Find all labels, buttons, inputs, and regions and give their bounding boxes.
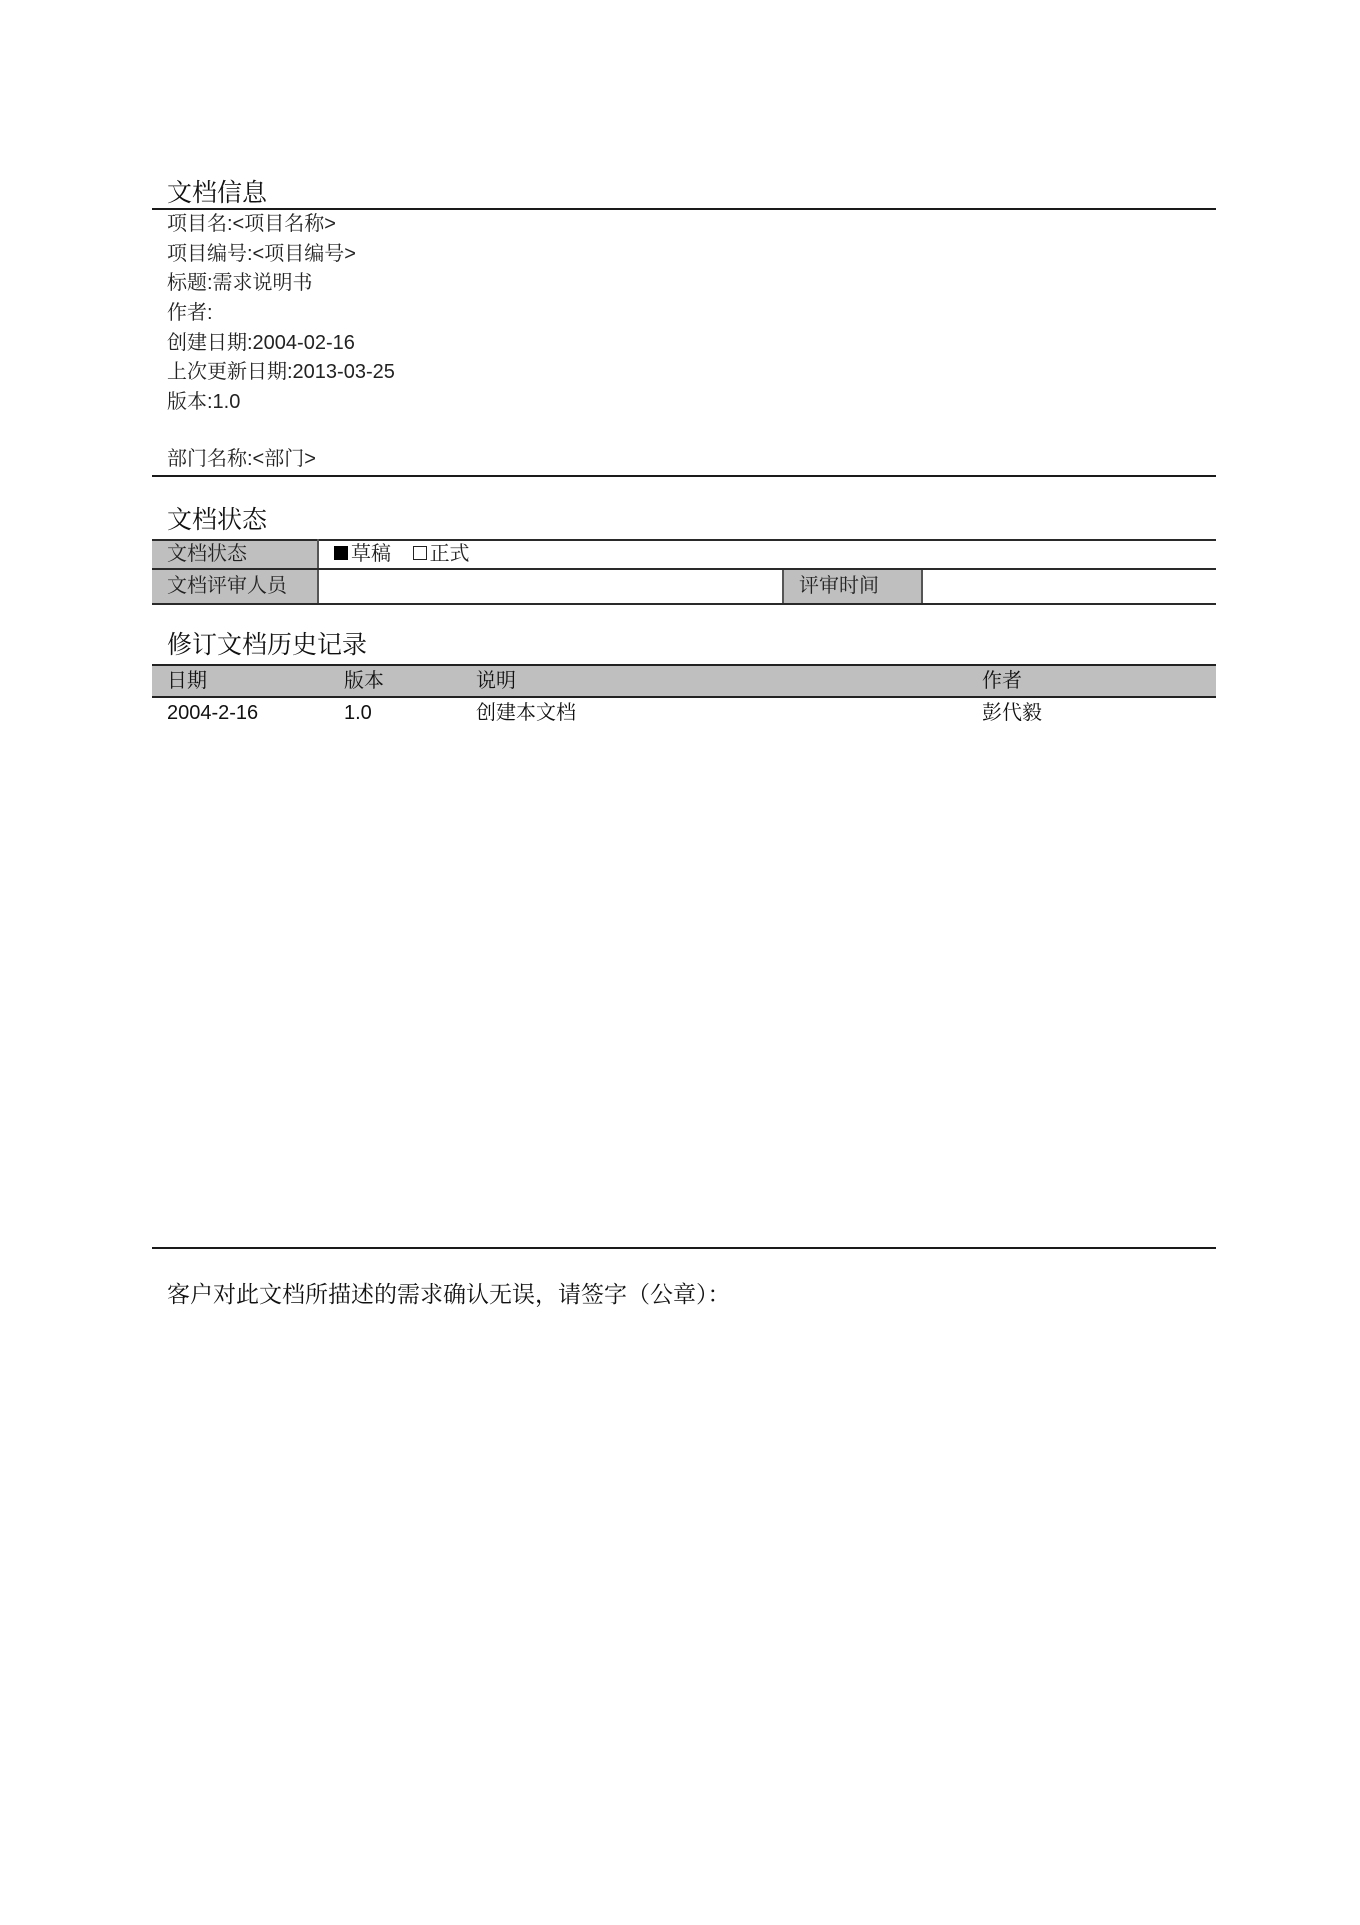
title-field: 标题:需求说明书: [167, 272, 313, 294]
project-name-field: 项目名:<项目名称>: [167, 213, 336, 235]
reviewer-row: [152, 569, 1216, 604]
revision-history-title: 修订文档历史记录: [167, 631, 368, 659]
document-info-title: 文档信息: [167, 179, 268, 207]
document-status-title: 文档状态: [167, 506, 268, 534]
row-version: 1.0: [344, 702, 372, 724]
status-option-draft[interactable]: [334, 543, 397, 565]
signature-rule: [152, 1247, 1216, 1249]
review-time-value[interactable]: [922, 569, 1216, 604]
column-header-date: 日期: [167, 670, 207, 692]
column-header-author: 作者: [982, 670, 1022, 692]
checked-box-icon[interactable]: [334, 546, 348, 560]
row-description: 创建本文档: [476, 702, 576, 724]
unchecked-box-icon[interactable]: [413, 546, 427, 560]
reviewer-label: 文档评审人员: [152, 569, 318, 604]
created-date-field: 创建日期:2004-02-16: [167, 332, 355, 354]
draft-label: 草稿: [351, 543, 391, 565]
status-options: [318, 540, 1216, 569]
department-rule: [152, 475, 1216, 477]
document-info-rule: [152, 208, 1216, 210]
revision-history-table: [152, 664, 1216, 728]
project-number-field: 项目编号:<项目编号>: [167, 243, 356, 265]
status-row: [152, 540, 1216, 569]
table-row: [152, 698, 1216, 728]
revision-history-header: [152, 664, 1216, 698]
review-time-label: 评审时间: [783, 569, 922, 604]
row-author: 彭代毅: [982, 702, 1042, 724]
reviewer-value[interactable]: [318, 569, 783, 604]
version-field: 版本:1.0: [167, 391, 241, 413]
status-label: 文档状态: [152, 540, 318, 569]
signature-prompt: 客户对此文档所描述的需求确认无误，请签字（公章）：: [167, 1282, 731, 1308]
column-header-version: 版本: [344, 670, 384, 692]
status-option-final[interactable]: [413, 543, 470, 565]
column-header-description: 说明: [476, 670, 516, 692]
row-date: 2004-2-16: [167, 702, 259, 724]
last-updated-field: 上次更新日期:2013-03-25: [167, 361, 395, 383]
final-label: 正式: [429, 543, 470, 565]
author-field: 作者:: [167, 302, 213, 324]
document-status-table: [152, 539, 1216, 605]
department-field: 部门名称:<部门>: [167, 448, 316, 470]
